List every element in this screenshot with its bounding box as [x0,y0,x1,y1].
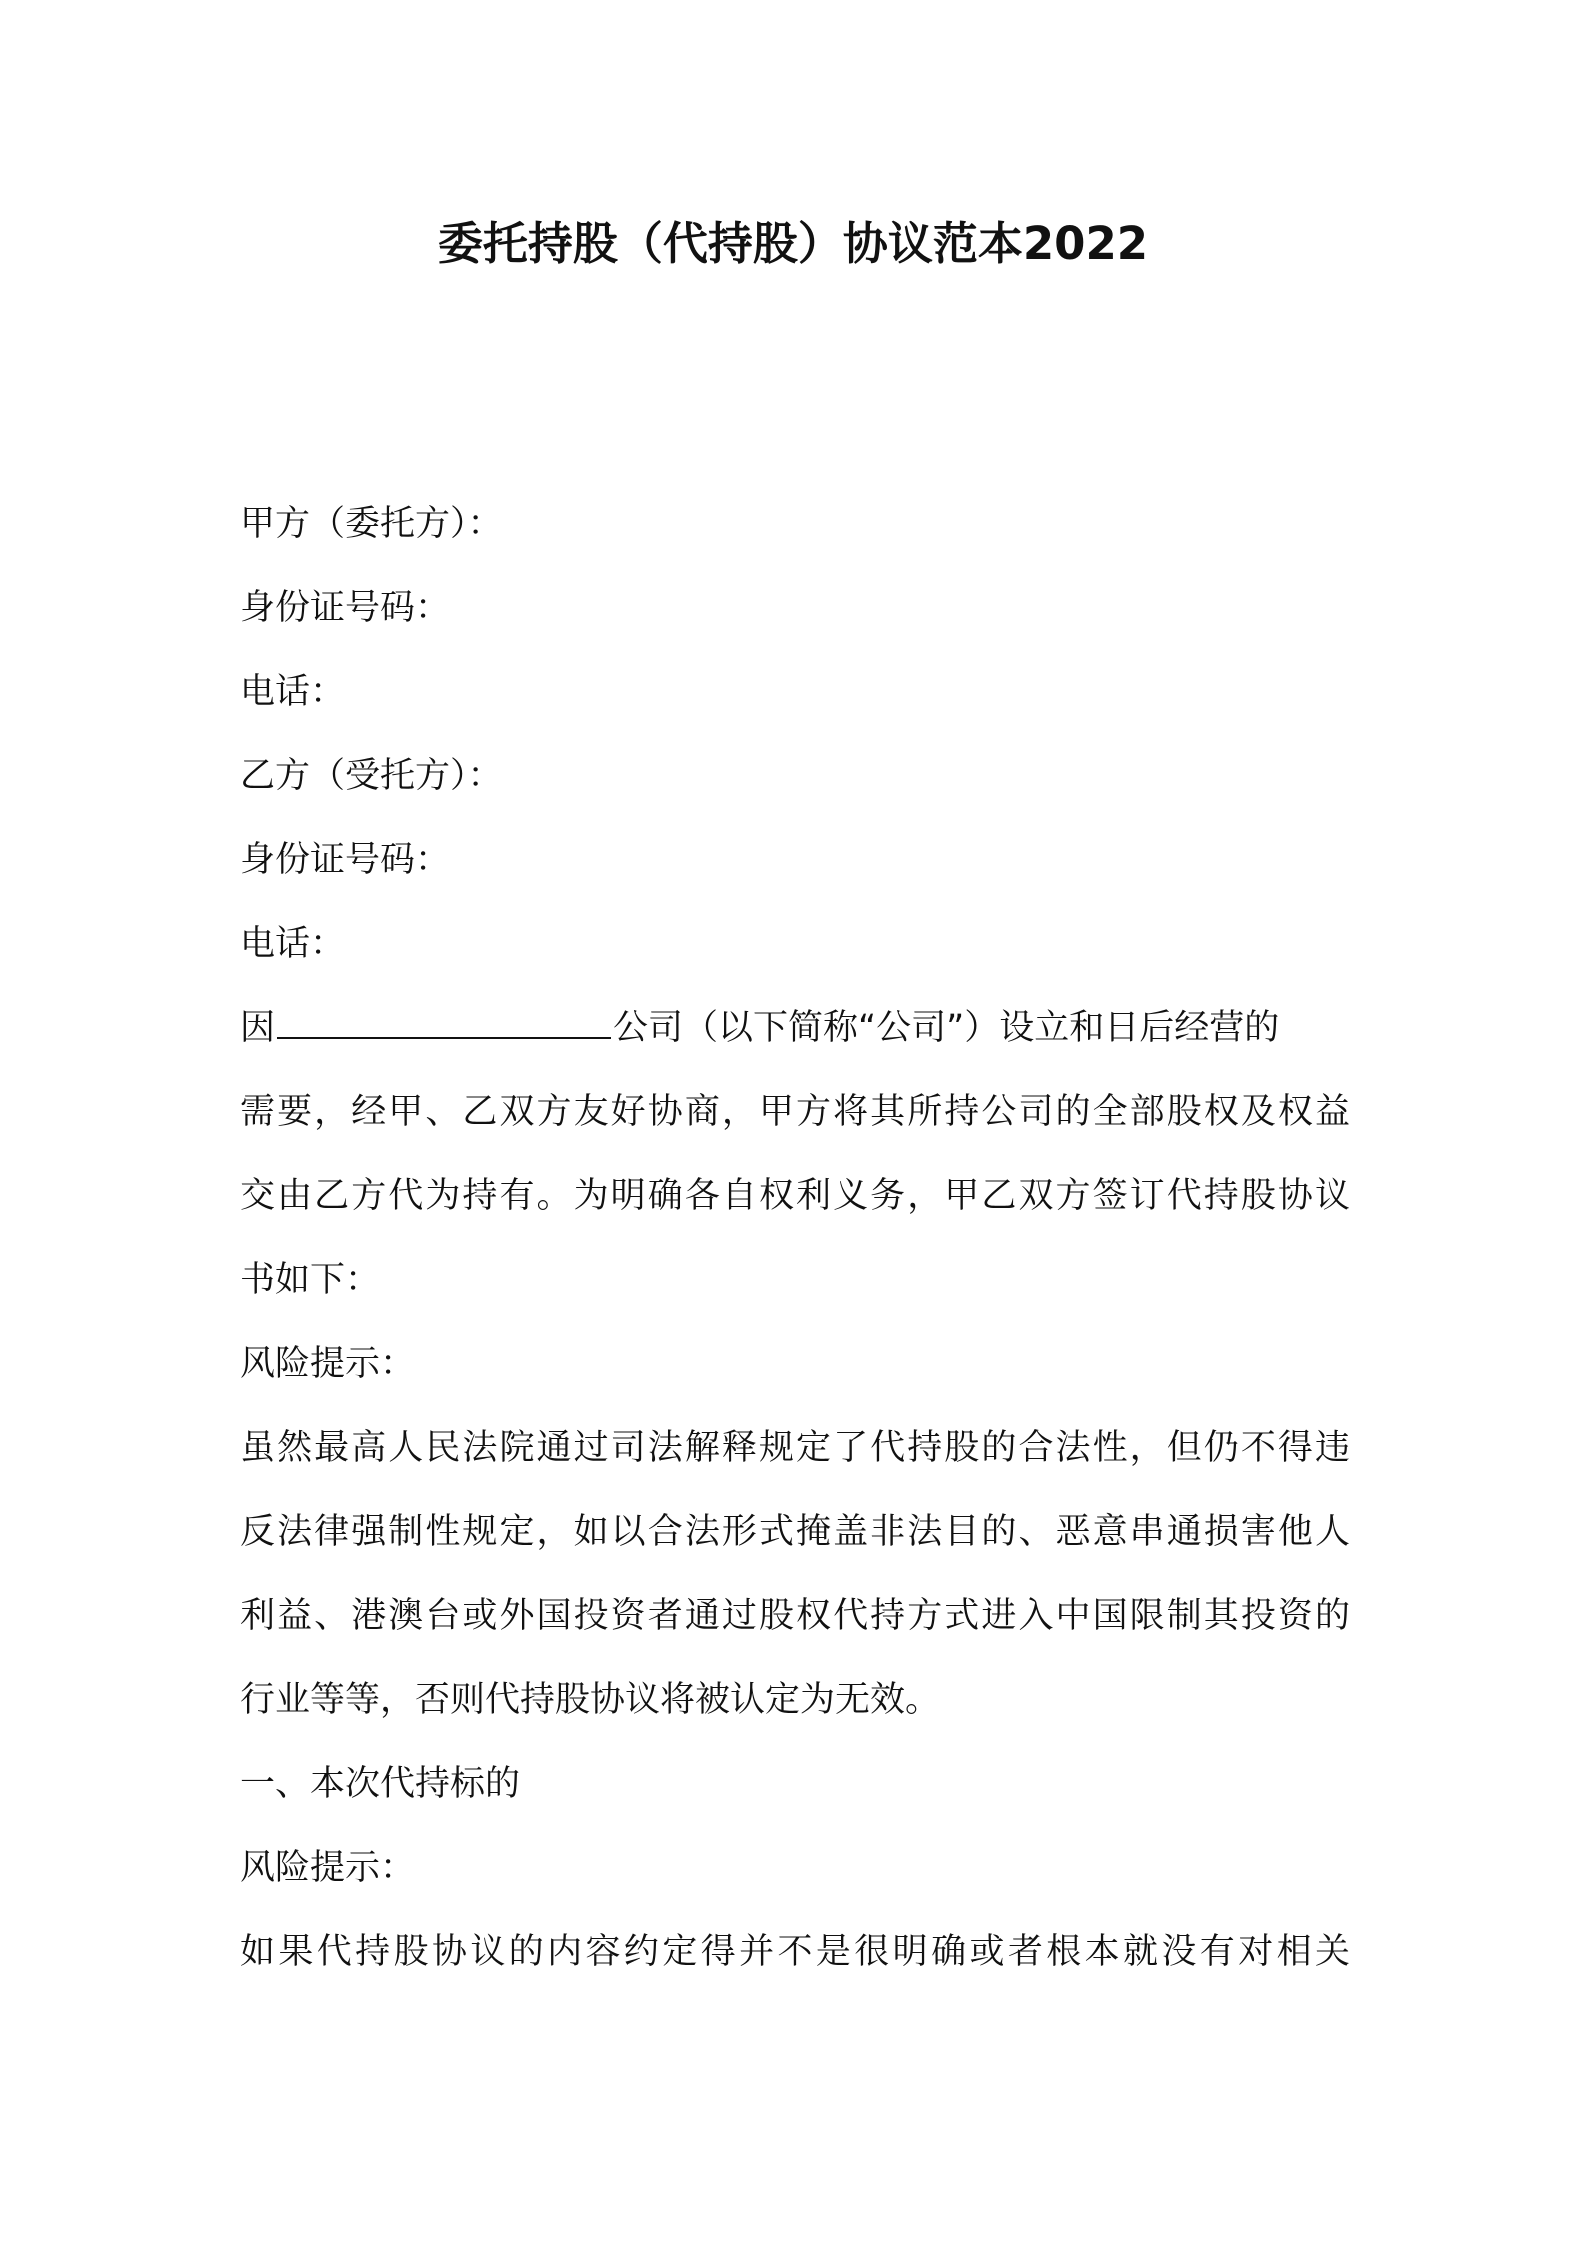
risk-1-line-4: 行业等等，否则代持股协议将被认定为无效。 [240,1680,941,1720]
party-a-id-label: 身份证号码： [240,588,451,628]
section-1-heading: 一、本次代持标的 [240,1764,521,1804]
party-a-label: 甲方（委托方）： [240,504,503,544]
risk-label-1: 风险提示： [240,1344,416,1384]
intro-line-4: 书如下： [240,1260,381,1300]
risk-2-line-1: 如果代持股协议的内容约定得并不是很明确或者根本就没有对相关 [240,1932,1350,1972]
intro-line-1-suffix: 公司（以下简称“公司”）设立和日后经营的 [613,1008,1280,1048]
document-body [240,482,1350,1994]
risk-1-line-3: 利益、港澳台或外国投资者通过股权代持方式进入中国限制其投资的 [240,1596,1350,1636]
intro-line-3: 交由乙方代为持有。为明确各自权利义务，甲乙双方签订代持股协议 [240,1176,1350,1216]
intro-line-2: 需要，经甲、乙双方友好协商，甲方将其所持公司的全部股权及权益 [240,1092,1350,1132]
party-a-phone-label: 电话： [240,672,346,712]
risk-1-line-1: 虽然最高人民法院通过司法解释规定了代持股的合法性，但仍不得违 [240,1428,1350,1468]
risk-label-2: 风险提示： [240,1848,416,1888]
party-b-label: 乙方（受托方）： [240,756,503,796]
party-b-id-label: 身份证号码： [240,840,451,880]
intro-line-1 [240,986,1350,1070]
document-title: 委托持股（代持股）协议范本2022 [437,217,1149,270]
party-b-phone-label: 电话： [240,924,346,964]
intro-prefix: 因 [240,1008,276,1048]
company-name-blank [277,1003,611,1039]
risk-1-line-2: 反法律强制性规定，如以合法形式掩盖非法目的、恶意串通损害他人 [240,1512,1350,1552]
